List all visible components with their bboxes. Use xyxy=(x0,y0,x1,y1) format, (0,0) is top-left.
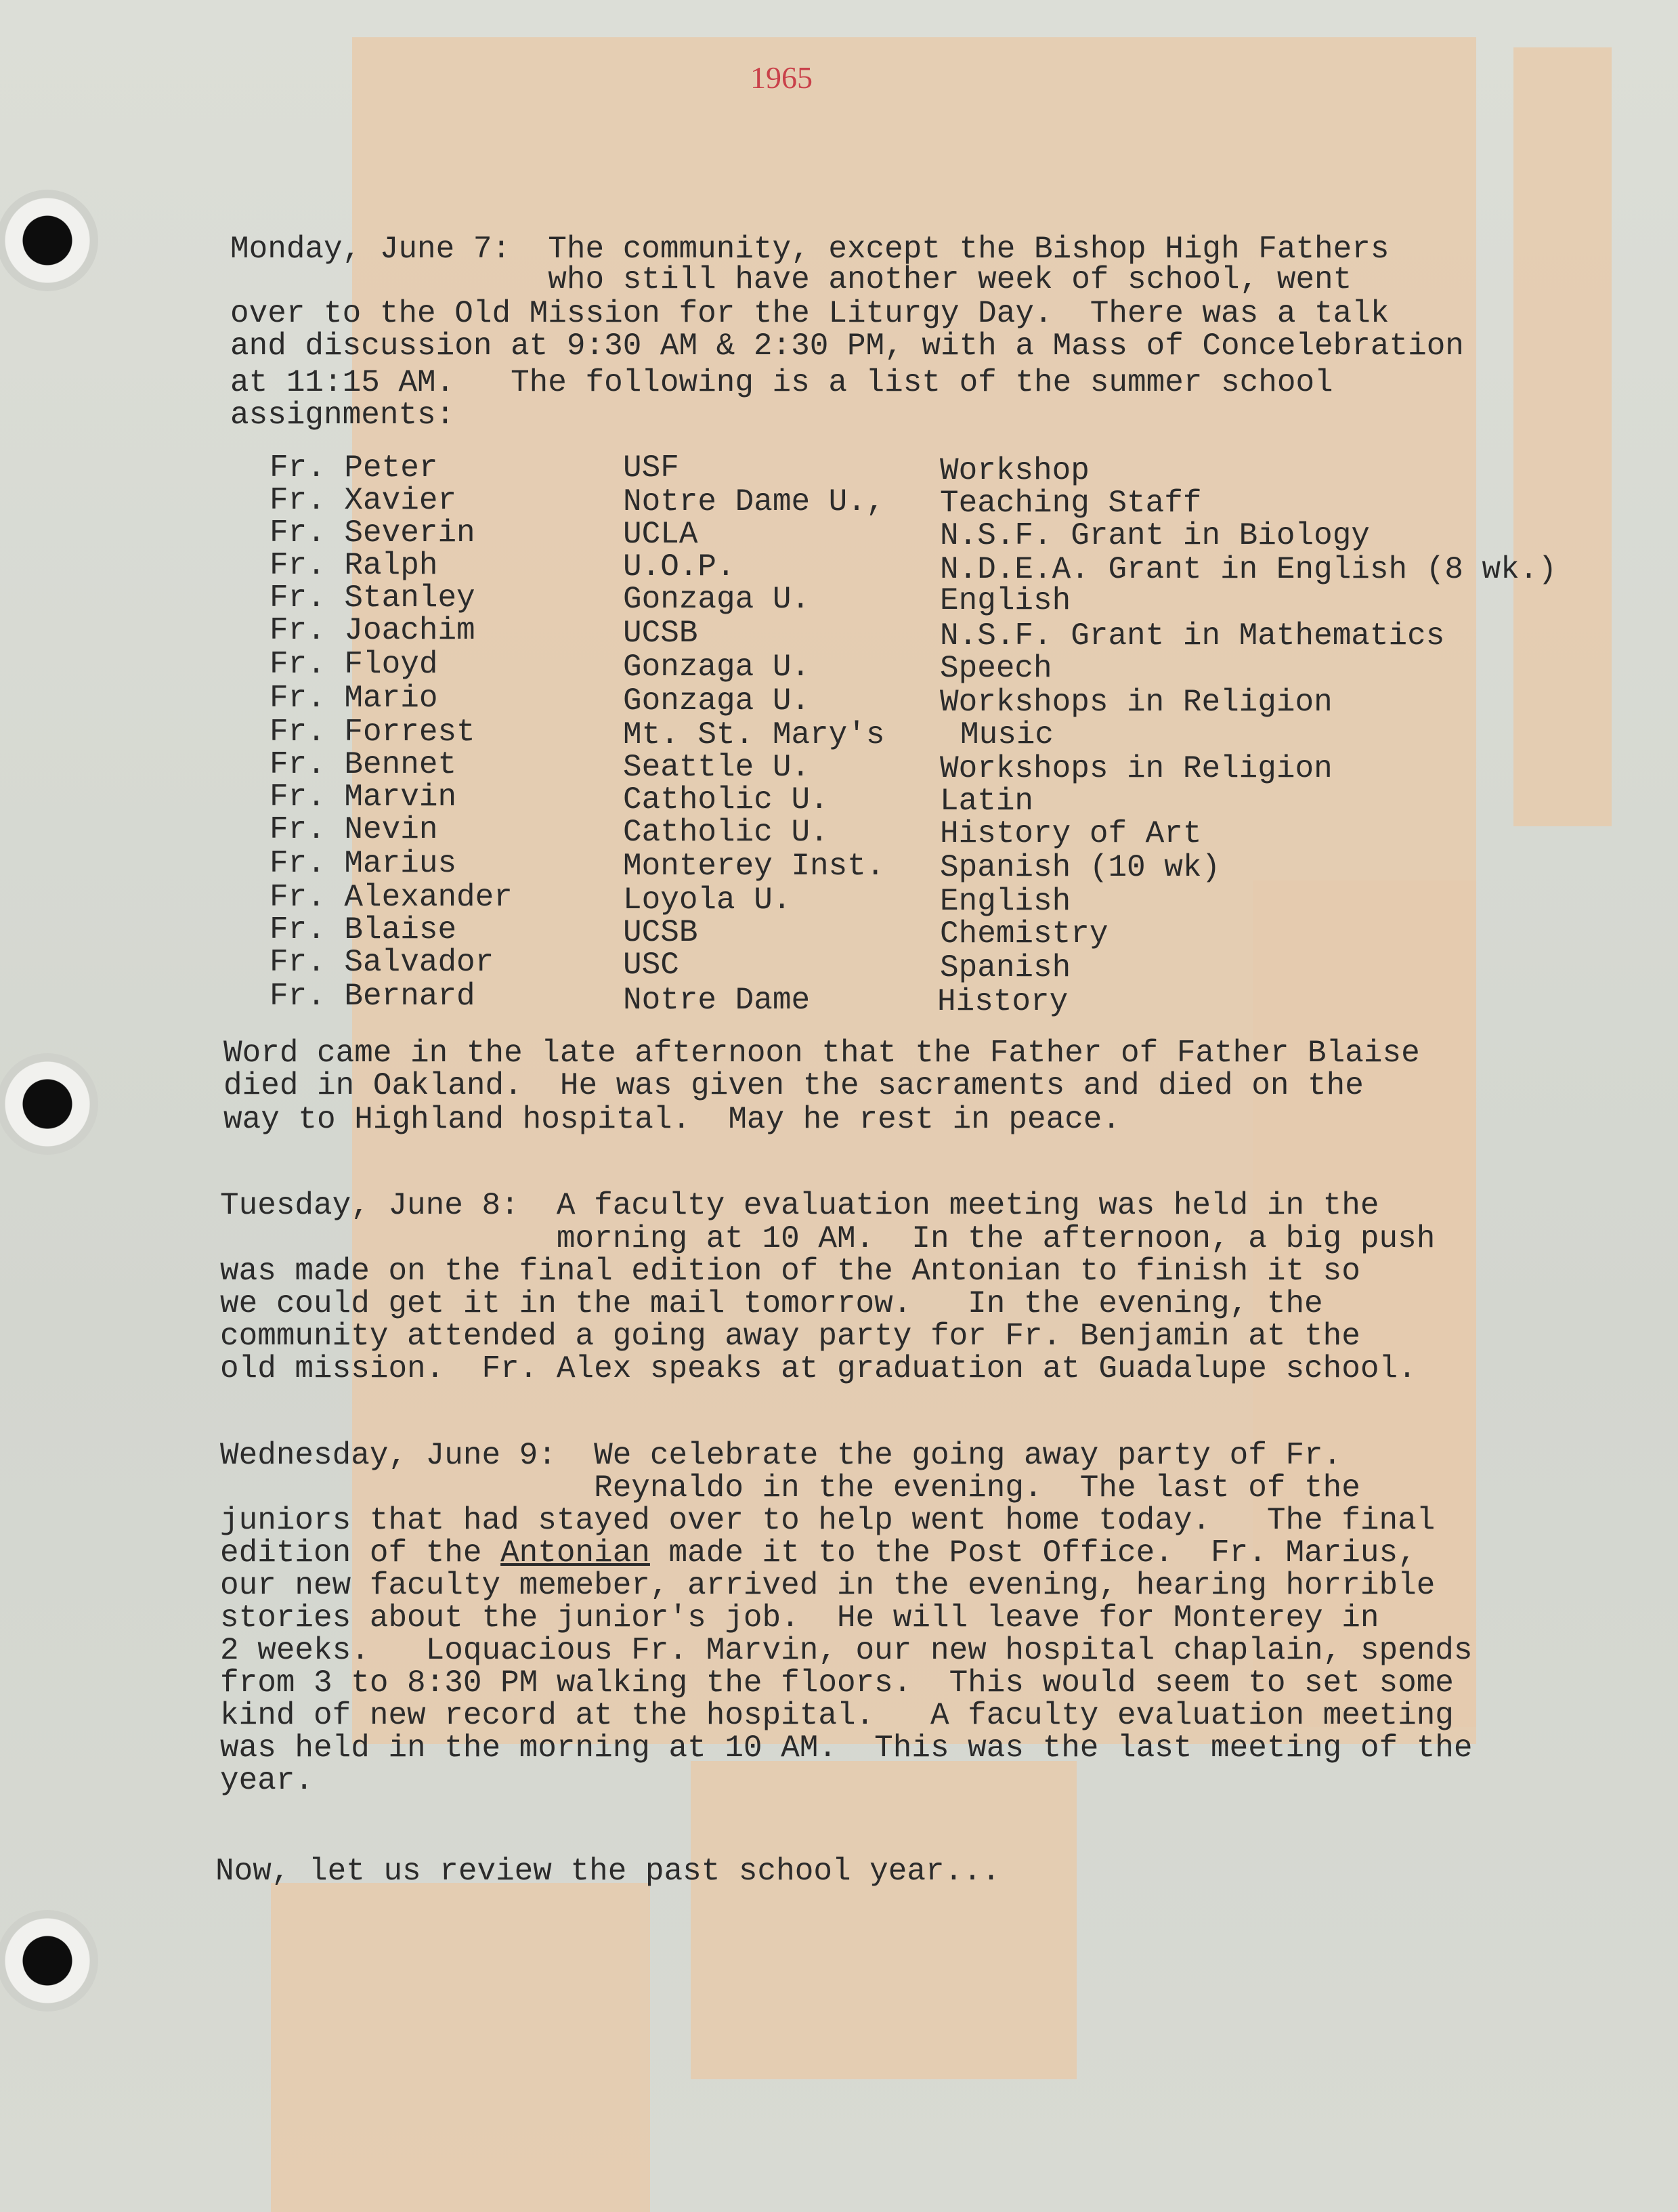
word-line: Word came in the late afternoon that the Father of Father Blaise xyxy=(223,1036,1420,1071)
assignment-name: Fr. Bennet xyxy=(270,747,457,782)
assignment-subject: N.S.F. Grant in Mathematics xyxy=(940,618,1445,654)
assignment-subject: Teaching Staff xyxy=(940,486,1202,521)
assignment-name: Fr. Stanley xyxy=(270,580,475,616)
assignment-subject: History of Art xyxy=(940,816,1202,851)
assignment-subject: Speech xyxy=(940,651,1052,686)
wednesday-line: our new faculty memeber, arrived in the evening, hearing horrible xyxy=(220,1568,1436,1603)
assignment-school: Gonzaga U. xyxy=(623,650,811,685)
assignment-name: Fr. Ralph xyxy=(270,548,438,583)
tuesday-line: was made on the final edition of the Antonian to finish it so xyxy=(220,1254,1360,1289)
assignment-school: Seattle U. xyxy=(623,750,811,785)
assignment-name: Fr. Floyd xyxy=(270,647,438,682)
antonian-title: Antonian xyxy=(500,1535,650,1571)
tuesday-line: old mission. Fr. Alex speaks at graduation at Guadalupe school. xyxy=(220,1351,1417,1386)
assignment-school: Catholic U. xyxy=(623,782,829,817)
assignment-school: Loyola U. xyxy=(623,882,792,918)
assignment-school: USF xyxy=(623,450,679,486)
assignment-school: Mt. St. Mary's xyxy=(623,717,885,752)
monday-line: over to the Old Mission for the Liturgy Day. There was a talk xyxy=(230,296,1390,331)
tape-stain xyxy=(1513,47,1612,826)
assignment-school: Notre Dame U., xyxy=(623,484,885,519)
assignment-school: USC xyxy=(623,948,679,983)
monday-line: assignments: xyxy=(230,398,455,433)
assignment-subject: Chemistry xyxy=(940,916,1109,952)
tape-stain xyxy=(271,1883,650,2212)
punch-hole xyxy=(0,190,98,291)
assignment-name: Fr. Nevin xyxy=(270,812,438,847)
wednesday-line: Reynaldo in the evening. The last of the xyxy=(220,1470,1360,1506)
word-line: died in Oakland. He was given the sacraments and died on the xyxy=(223,1068,1364,1103)
assignment-name: Fr. Alexander xyxy=(270,880,513,915)
assignment-name: Fr. Severin xyxy=(270,515,475,551)
assignment-name: Fr. Marvin xyxy=(270,780,457,815)
assignment-subject: N.S.F. Grant in Biology xyxy=(940,518,1370,553)
assignment-subject: Music xyxy=(960,717,1054,752)
assignment-subject: Workshops in Religion xyxy=(940,751,1333,786)
wednesday-text: made it to the Post Office. Fr. Marius, xyxy=(649,1535,1417,1571)
wednesday-line: juniors that had stayed over to help went home today. The final xyxy=(220,1503,1436,1538)
wednesday-line: from 3 to 8:30 PM walking the floors. This would seem to set some xyxy=(220,1665,1454,1701)
assignment-subject: English xyxy=(940,884,1071,919)
year-heading: 1965 xyxy=(750,60,813,95)
wednesday-line: year. xyxy=(220,1763,314,1798)
monday-line: who still have another week of school, went xyxy=(230,262,1352,297)
assignment-subject: Workshops in Religion xyxy=(940,685,1333,720)
tuesday-line: we could get it in the mail tomorrow. In the evening, the xyxy=(220,1286,1323,1321)
assignment-subject: History xyxy=(937,984,1069,1019)
assignment-school: Catholic U. xyxy=(623,815,829,850)
assignment-name: Fr. Joachim xyxy=(270,613,475,648)
assignment-subject: English xyxy=(940,583,1071,618)
assignment-subject: Workshop xyxy=(940,453,1090,488)
closing-line: Now, let us review the past school year... xyxy=(215,1854,1001,1889)
assignment-subject: Spanish xyxy=(940,950,1071,985)
assignment-school: Monterey Inst. xyxy=(623,849,885,884)
assignment-name: Fr. Forrest xyxy=(270,715,475,750)
wednesday-text: edition of the xyxy=(220,1535,501,1571)
assignment-school: U.O.P. xyxy=(623,549,735,584)
assignment-name: Fr. Peter xyxy=(270,450,438,486)
assignment-school: Gonzaga U. xyxy=(623,683,811,719)
wednesday-line: was held in the morning at 10 AM. This was the last meeting of the xyxy=(220,1730,1473,1766)
wednesday-line: stories about the junior's job. He will leave for Monterey in xyxy=(220,1600,1379,1636)
monday-line: Monday, June 7: The community, except the Bishop High Fathers xyxy=(230,232,1390,267)
wednesday-line: 2 weeks. Loquacious Fr. Marvin, our new hospital chaplain, spends xyxy=(220,1633,1473,1668)
assignment-name: Fr. Salvador xyxy=(270,945,494,980)
punch-hole xyxy=(0,1053,98,1155)
assignment-name: Fr. Marius xyxy=(270,846,457,881)
word-line: way to Highland hospital. May he rest in peace. xyxy=(223,1102,1121,1137)
wednesday-line: kind of new record at the hospital. A faculty evaluation meeting xyxy=(220,1698,1454,1733)
assignment-school: UCSB xyxy=(623,915,698,950)
monday-line: and discussion at 9:30 AM & 2:30 PM, with a Mass of Concelebration xyxy=(230,328,1464,364)
tuesday-line: morning at 10 AM. In the afternoon, a big push xyxy=(220,1221,1436,1256)
assignment-name: Fr. Mario xyxy=(270,681,438,716)
tuesday-line: community attended a going away party for Fr. Benjamin at the xyxy=(220,1319,1360,1354)
assignment-subject: Spanish (10 wk) xyxy=(940,850,1221,885)
wednesday-line xyxy=(220,1537,1417,1569)
monday-line: at 11:15 AM. The following is a list of the summer school xyxy=(230,365,1333,400)
tape-stain xyxy=(691,1761,1077,2079)
assignment-name: Fr. Blaise xyxy=(270,912,457,948)
punch-hole xyxy=(0,1910,98,2012)
assignment-school: UCSB xyxy=(623,616,698,651)
assignment-subject: N.D.E.A. Grant in English (8 wk.) xyxy=(940,552,1557,587)
wednesday-line: Wednesday, June 9: We celebrate the going away party of Fr. xyxy=(220,1438,1342,1473)
assignment-school: UCLA xyxy=(623,517,698,552)
assignment-subject: Latin xyxy=(940,784,1034,819)
assignment-name: Fr. Xavier xyxy=(270,483,457,518)
tuesday-line: Tuesday, June 8: A faculty evaluation meeting was held in the xyxy=(220,1188,1379,1223)
assignment-school: Gonzaga U. xyxy=(623,582,811,617)
assignment-school: Notre Dame xyxy=(623,983,811,1018)
assignment-name: Fr. Bernard xyxy=(270,979,475,1014)
